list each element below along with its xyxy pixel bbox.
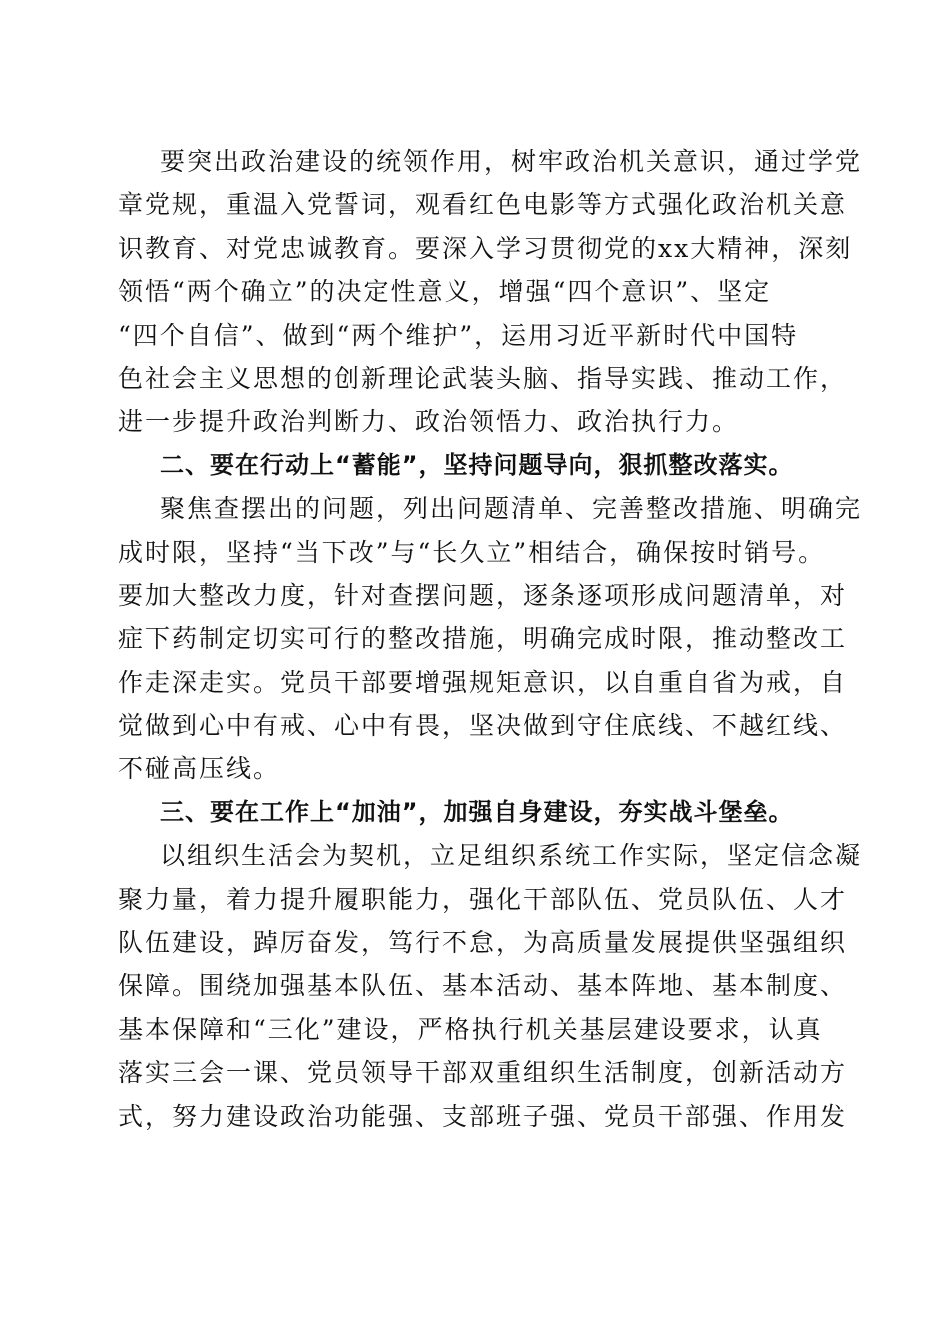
paragraph-line: 章党规，重温入党誓词，观看红色电影等方式强化政治机关意 bbox=[118, 190, 848, 220]
paragraph-line: 队伍建设，踔厉奋发，笃行不怠，为高质量发展提供坚强组织 bbox=[118, 928, 848, 958]
paragraph-line: 要加大整改力度，针对查摆问题，逐条逐项形成问题清单，对 bbox=[118, 580, 848, 610]
paragraph-line: 聚力量，着力提升履职能力，强化干部队伍、党员队伍、人才 bbox=[118, 884, 848, 914]
paragraph-line: 式，努力建设政治功能强、支部班子强、党员干部强、作用发 bbox=[118, 1101, 848, 1131]
paragraph-line: 作走深走实。党员干部要增强规矩意识，以自重自省为戒，自 bbox=[118, 667, 848, 697]
section-heading-action: 二、要在行动上“蓄能”，坚持问题导向，狠抓整改落实。 bbox=[160, 450, 794, 479]
paragraph-line: 不碰高压线。 bbox=[118, 754, 281, 784]
paragraph-line: 识教育、对党忠诚教育。要深入学习贯彻党的xx大精神，深刻 bbox=[118, 233, 853, 263]
paragraph-line: 保障。围绕加强基本队伍、基本活动、基本阵地、基本制度、 bbox=[118, 971, 848, 1001]
paragraph-rectification bbox=[118, 487, 863, 791]
paragraph-line: 以组织生活会为契机，立足组织系统工作实际，坚定信念凝 bbox=[160, 841, 863, 871]
paragraph-line: “四个自信”、做到“两个维护”，运用习近平新时代中国特 bbox=[118, 320, 799, 350]
paragraph-line: 基本保障和“三化”建设，严格执行机关基层建设要求，认真 bbox=[118, 1014, 823, 1044]
paragraph-line: 症下药制定切实可行的整改措施，明确完成时限，推动整改工 bbox=[118, 624, 848, 654]
paragraph-line: 要突出政治建设的统领作用，树牢政治机关意识，通过学党 bbox=[160, 147, 863, 176]
document-body bbox=[118, 140, 863, 1138]
paragraph-political-building bbox=[118, 140, 863, 444]
paragraph-line: 进一步提升政治判断力、政治领悟力、政治执行力。 bbox=[118, 407, 740, 437]
paragraph-self-building bbox=[118, 834, 863, 1138]
paragraph-line: 落实三会一课、党员领导干部双重组织生活制度，创新活动方 bbox=[118, 1058, 848, 1088]
section-heading-work: 三、要在工作上“加油”，加强自身建设，夯实战斗堡垒。 bbox=[160, 797, 794, 826]
paragraph-line: 成时限，坚持“当下改”与“长久立”相结合，确保按时销号。 bbox=[118, 537, 826, 567]
paragraph-line: 聚焦查摆出的问题，列出问题清单、完善整改措施、明确完 bbox=[160, 494, 863, 524]
paragraph-line: 色社会主义思想的创新理论武装头脑、指导实践、推动工作， bbox=[118, 363, 848, 393]
paragraph-line: 觉做到心中有戒、心中有畏，坚决做到守住底线、不越红线、 bbox=[118, 711, 848, 741]
paragraph-line: 领悟“两个确立”的决定性意义，增强“四个意识”、坚定 bbox=[118, 277, 772, 307]
